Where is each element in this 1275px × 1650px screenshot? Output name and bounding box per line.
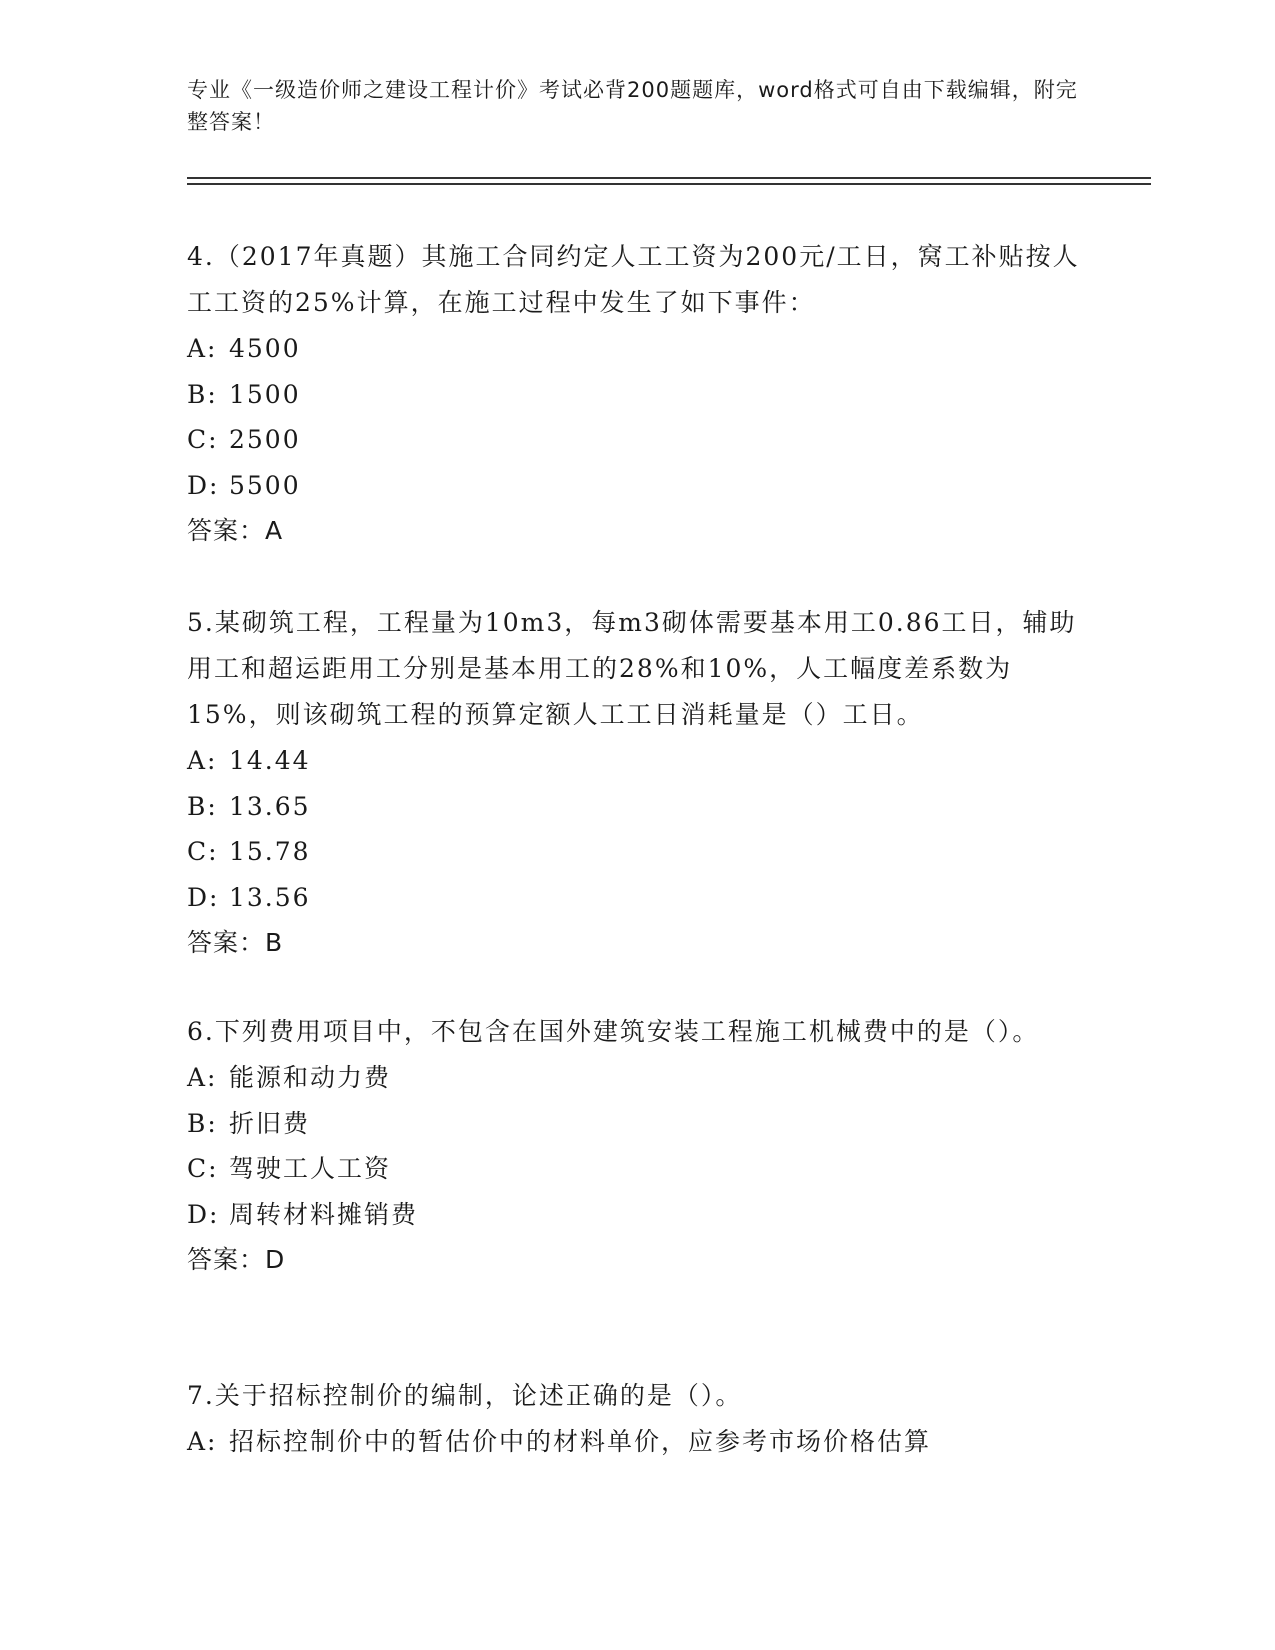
option-b xyxy=(187,1101,1087,1147)
option-c xyxy=(187,1146,1087,1192)
question-stem: 4.（2017年真题）其施工合同约定人工工资为200元/工日，窝工补贴按人工工资的25%计算，在施工过程中发生了如下事件： xyxy=(187,242,1080,317)
question-stem: 7.关于招标控制价的编制，论述正确的是（）。 xyxy=(187,1381,743,1410)
option-label: C: xyxy=(187,1154,219,1183)
option-label: A: xyxy=(187,1427,218,1456)
header-divider-secondary xyxy=(187,183,1151,185)
document-header: 专业《一级造价师之建设工程计价》考试必背200题题库，word格式可自由下载编辑，附完整答案！ xyxy=(187,78,1078,134)
option-text: 周转材料摊销费 xyxy=(229,1199,419,1229)
option-text: 4500 xyxy=(229,334,301,363)
option-label: B: xyxy=(187,791,218,821)
option-text: 驾驶工人工资 xyxy=(229,1154,392,1183)
option-label: D: xyxy=(187,882,220,912)
option-a xyxy=(187,738,1087,784)
option-b xyxy=(187,784,1087,830)
option-b xyxy=(187,372,1087,418)
option-c xyxy=(187,829,1087,875)
option-text: 5500 xyxy=(229,470,301,500)
option-text: 招标控制价中的暂估价中的材料单价，应参考市场价格估算 xyxy=(229,1427,932,1456)
option-d xyxy=(187,875,1087,921)
option-text: 13.56 xyxy=(229,882,311,912)
header-divider xyxy=(187,177,1151,179)
question-7 xyxy=(187,1373,1087,1465)
option-label: A: xyxy=(187,1063,218,1092)
option-label: B: xyxy=(187,379,218,409)
option-label: A: xyxy=(187,746,218,775)
option-d xyxy=(187,463,1087,509)
option-text: 14.44 xyxy=(229,746,311,775)
option-text: 2500 xyxy=(229,425,301,454)
option-d xyxy=(187,1192,1087,1238)
option-a xyxy=(187,1055,1087,1101)
answer: 答案：D xyxy=(187,1245,286,1274)
option-label: A: xyxy=(187,334,218,363)
question-6 xyxy=(187,1009,1087,1283)
question-5 xyxy=(187,600,1087,966)
option-a xyxy=(187,1419,1087,1465)
option-c xyxy=(187,417,1087,463)
question-stem: 6.下列费用项目中，不包含在国外建筑安装工程施工机械费中的是（）。 xyxy=(187,1017,1040,1046)
option-label: C: xyxy=(187,425,219,454)
answer: 答案：B xyxy=(187,928,284,957)
option-label: D: xyxy=(187,470,220,500)
option-text: 折旧费 xyxy=(229,1108,311,1138)
answer: 答案：A xyxy=(187,516,284,545)
option-text: 能源和动力费 xyxy=(229,1063,392,1092)
option-label: B: xyxy=(187,1108,218,1138)
question-4 xyxy=(187,234,1087,554)
option-text: 13.65 xyxy=(229,791,311,821)
option-text: 1500 xyxy=(229,379,301,409)
question-stem: 5.某砌筑工程，工程量为10m3，每m3砌体需要基本用工0.86工日，辅助用工和超运距用工分别是基本用工的28%和10%，人工幅度差系数为15%，则该砌筑工程的预算定额人工工日消耗量是（）工日。 xyxy=(187,608,1077,729)
option-label: D: xyxy=(187,1199,220,1229)
option-label: C: xyxy=(187,837,219,866)
option-text: 15.78 xyxy=(229,837,311,866)
option-a xyxy=(187,326,1087,372)
